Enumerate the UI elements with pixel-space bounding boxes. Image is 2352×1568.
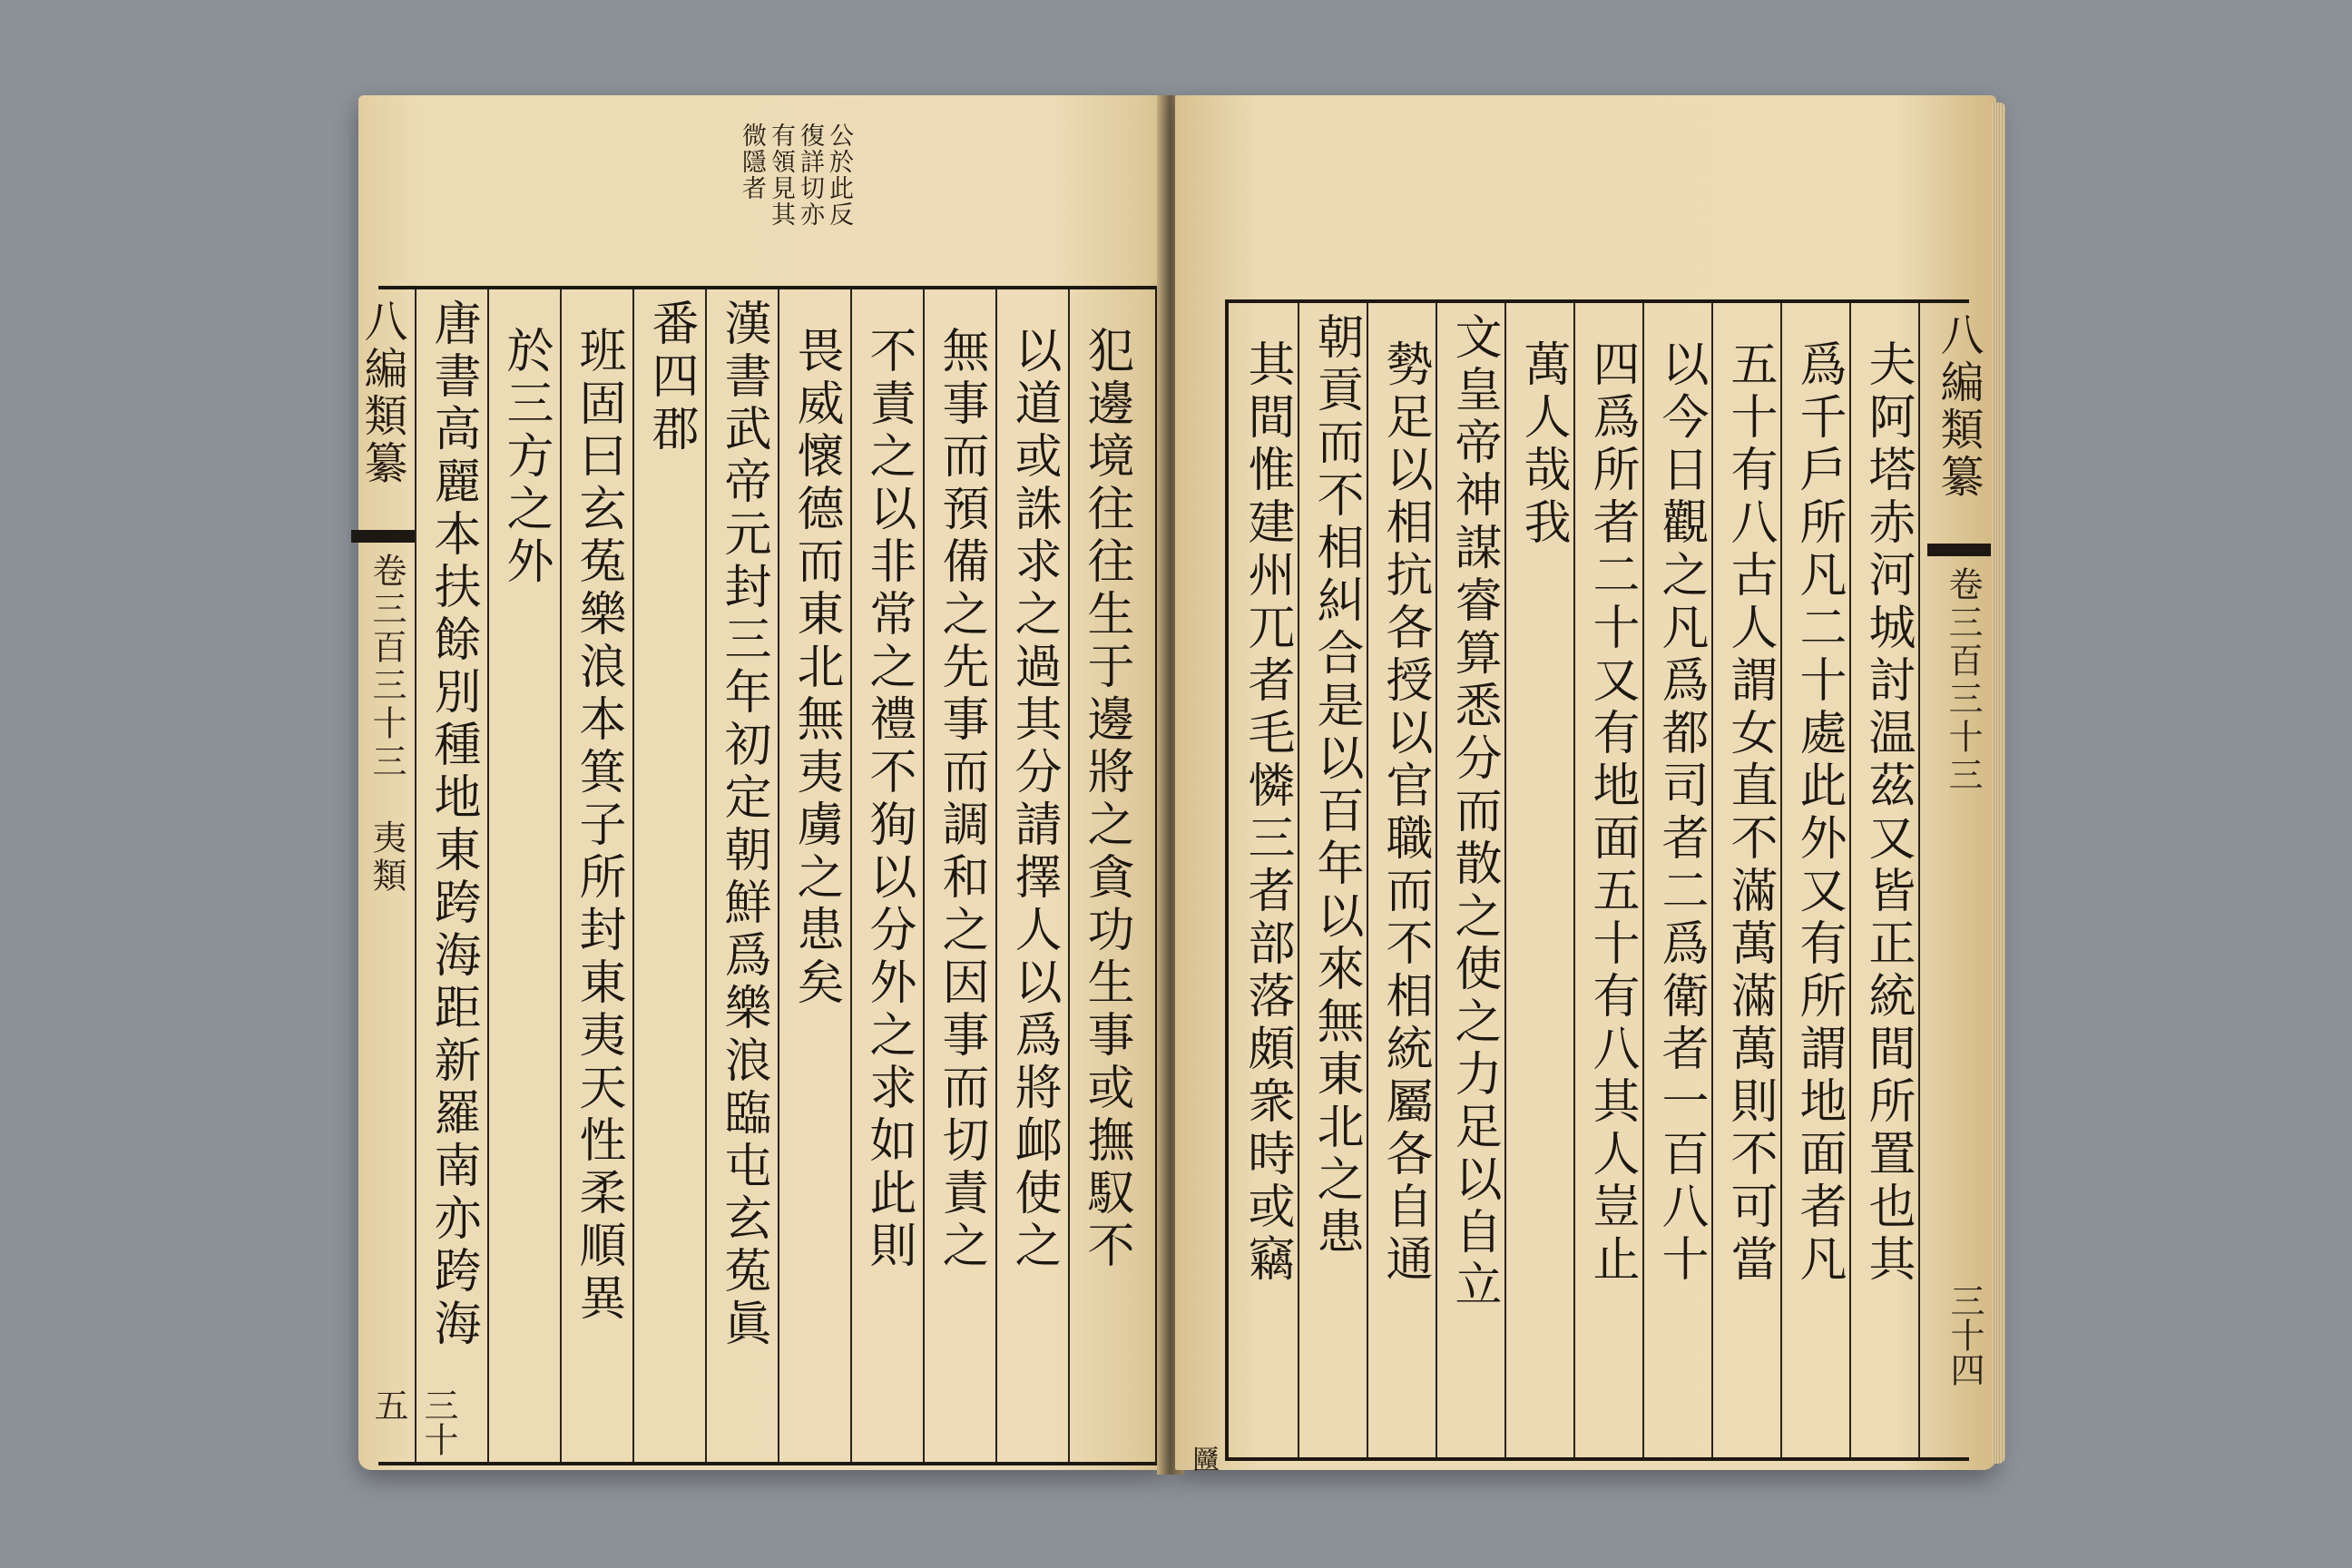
open-book	[358, 95, 2001, 1475]
text-column-2: 以道或誅求之過其分請擇人以爲將䘏使之	[1006, 326, 1061, 1273]
bottom-mark: 㔶	[1192, 1445, 1220, 1476]
text-column-8: 班固曰玄菟樂浪本箕子所封東夷天性柔順異	[571, 326, 625, 1326]
page-edges	[1992, 103, 2005, 1464]
text-column-4: 不責之以非常之禮不狥以分外之求如此則	[861, 326, 916, 1273]
text-column-5: 四爲所者二十又有地面五十有八其人豈止	[1584, 339, 1639, 1287]
text-column-9: 於三方之外	[498, 326, 553, 589]
margin-note-line-1: 公於此反	[825, 122, 853, 228]
text-column-10: 唐書高麗本扶餘別種地東跨海距新羅南亦跨海	[426, 299, 480, 1351]
text-column-9: 朝貢而不相糾合是以百年以來無東北之患	[1308, 312, 1363, 1259]
text-column-3: 無事而預備之先事而調和之因事而切責之	[934, 326, 988, 1273]
center-band-title: 八編類纂	[1933, 312, 1984, 501]
text-column-6: 漢書武帝元封三年初定朝鮮爲樂浪臨屯玄菟眞	[716, 299, 770, 1351]
text-column-7: 文皇帝神謀睿算悉分而散之使之力足以自立	[1446, 312, 1501, 1312]
right-text-frame	[1192, 299, 1984, 1476]
text-column-6: 萬人哉我	[1515, 339, 1570, 550]
center-band-section: 卷三百三十三 夷類	[367, 553, 407, 896]
left-page	[358, 95, 1166, 1470]
center-band-title: 八編類纂	[357, 299, 407, 487]
text-column-1: 犯邊境往往生于邊將之貪功生事或撫馭不	[1079, 326, 1133, 1273]
text-column-7: 番四郡	[643, 299, 698, 456]
right-page	[1175, 95, 1996, 1476]
margin-note-line-4: 微隱者	[738, 122, 766, 201]
text-column-10: 其間惟建州兀者毛憐三者部落頗衆時或竊	[1240, 339, 1294, 1287]
folio-number: 三十四	[1945, 1283, 1984, 1387]
left-text-frame	[357, 286, 1159, 1465]
margin-note-line-2: 復詳切亦	[796, 122, 824, 228]
center-band-section: 卷三百三十三	[1943, 566, 1983, 795]
text-column-4: 以今日觀之凡爲都司者二爲衛者一百八十	[1653, 339, 1708, 1287]
text-column-2: 爲千戶所凡二十處此外又有所謂地面者凡	[1791, 339, 1846, 1287]
margin-note-line-3: 有領見其	[767, 122, 795, 228]
text-column-8: 勢足以相抗各授以官職而不相統屬各自通	[1377, 339, 1432, 1287]
text-column-3: 五十有八古人謂女直不滿萬滿萬則不可當	[1722, 339, 1777, 1287]
text-column-1: 夫阿塔赤河城討温茲又皆正統間所置也其	[1860, 339, 1915, 1287]
folio-number: 三十五	[368, 1387, 458, 1456]
right-center-band	[1927, 303, 1991, 1457]
text-column-5: 畏威懷德而東北無夷虜之患矣	[789, 326, 843, 1010]
